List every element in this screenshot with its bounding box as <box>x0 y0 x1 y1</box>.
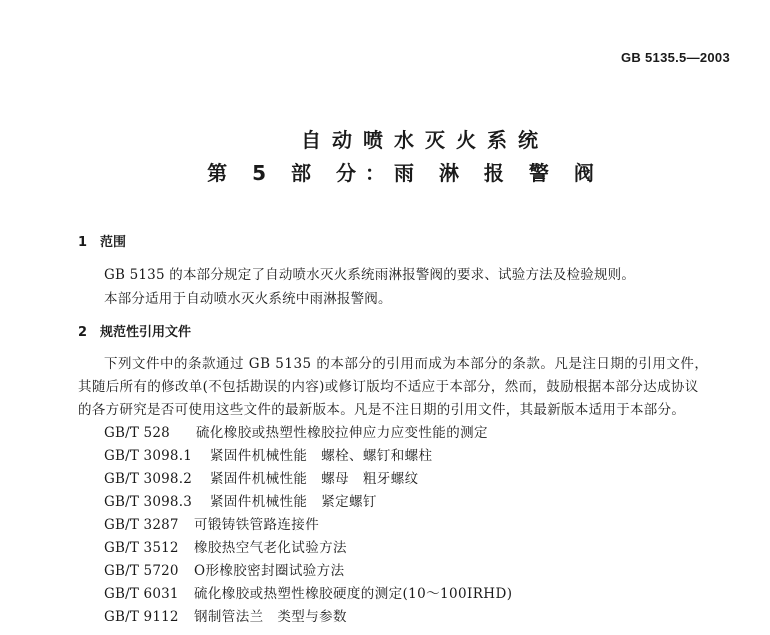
reference-item <box>104 536 347 556</box>
reference-title: 橡胶热空气老化试验方法 <box>194 540 347 556</box>
reference-item <box>104 513 319 533</box>
section-heading-normative-references <box>78 321 191 340</box>
reference-title: 硫化橡胶或热塑性橡胶拉伸应力应变性能的测定 <box>196 425 488 441</box>
reference-code: GB/T 6031 <box>104 586 179 602</box>
standard-number: GB 5135.5—2003 <box>621 50 730 65</box>
reference-code: GB/T 3098.1 <box>104 448 192 464</box>
reference-title: 紧固件机械性能 螺栓、螺钉和螺柱 <box>210 448 433 464</box>
reference-code: GB/T 9112 <box>104 609 179 625</box>
section-number: 2 <box>78 325 88 340</box>
reference-code: GB/T 3098.3 <box>104 494 192 510</box>
reference-item <box>104 605 347 625</box>
reference-title: 硫化橡胶或热塑性橡胶硬度的测定(10～100IRHD) <box>194 586 513 602</box>
reference-title: 紧固件机械性能 紧定螺钉 <box>210 494 377 510</box>
references-intro-line: 下列文件中的条款通过 GB 5135 的本部分的引用而成为本部分的条款。凡是注日期的引用文件， <box>104 356 709 372</box>
document-title: 自动喷水灭火系统 <box>301 128 549 152</box>
reference-item <box>104 490 377 510</box>
reference-title: 紧固件机械性能 螺母 粗牙螺纹 <box>210 471 419 487</box>
reference-title: 钢制管法兰 类型与参数 <box>194 609 347 625</box>
reference-item <box>104 421 488 441</box>
reference-item <box>104 559 344 579</box>
reference-item <box>104 582 512 602</box>
section-title: 规范性引用文件 <box>100 325 192 340</box>
references-intro-line: 其随后所有的修改单(不包括勘误的内容)或修订版均不适应于本部分，然而，鼓励根据本部分达成协议 <box>78 379 699 395</box>
references-intro-line: 的各方研究是否可使用这些文件的最新版本。凡是不注日期的引用文件，其最新版本适用于本部分。 <box>78 402 686 418</box>
reference-item <box>104 444 432 464</box>
reference-title: 可锻铸铁管路连接件 <box>194 517 320 533</box>
section-heading-scope <box>78 231 126 250</box>
section-number: 1 <box>78 235 88 250</box>
scope-paragraph: GB 5135 的本部分规定了自动喷水灭火系统雨淋报警阀的要求、试验方法及检验规则。 <box>104 267 636 283</box>
reference-code: GB/T 5720 <box>104 563 179 579</box>
scope-paragraph: 本部分适用于自动喷水灭火系统中雨淋报警阀。 <box>104 291 392 307</box>
reference-code: GB/T 3512 <box>104 540 179 556</box>
reference-title: O形橡胶密封圈试验方法 <box>194 563 345 579</box>
reference-code: GB/T 528 <box>104 425 170 441</box>
document-subtitle: 第 5 部 分：雨 淋 报 警 阀 <box>207 161 603 185</box>
reference-item <box>104 467 419 487</box>
reference-code: GB/T 3098.2 <box>104 471 192 487</box>
section-title: 范围 <box>100 235 127 250</box>
reference-code: GB/T 3287 <box>104 517 179 533</box>
